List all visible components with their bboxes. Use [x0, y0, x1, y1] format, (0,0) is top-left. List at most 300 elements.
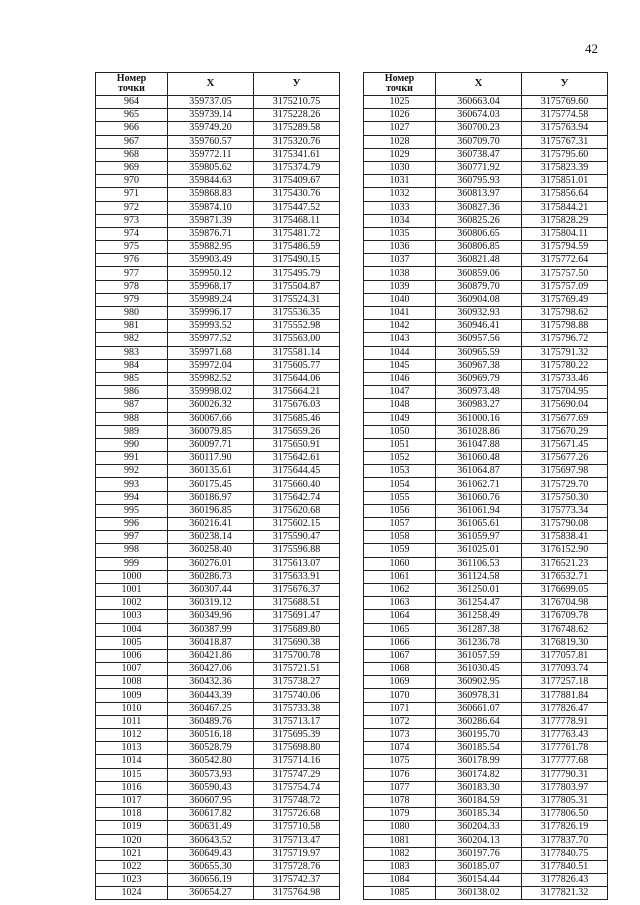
table-row: [364, 610, 608, 623]
table-row: [364, 663, 608, 676]
cell-x: 360154.44: [436, 874, 522, 887]
cell-point-number: 1021: [96, 847, 168, 860]
cell-point-number: 990: [96, 438, 168, 451]
header-point-label: Номер точки: [384, 72, 415, 94]
table-row: [364, 860, 608, 873]
cell-x: 360932.93: [436, 307, 522, 320]
cell-y: 3175804.11: [522, 227, 608, 240]
cell-x: 359876.71: [168, 227, 254, 240]
cell-y: 3175796.72: [522, 333, 608, 346]
cell-x: 360607.95: [168, 794, 254, 807]
cell-point-number: 1024: [96, 887, 168, 900]
table-row: [364, 834, 608, 847]
table-row: [364, 504, 608, 517]
cell-point-number: 966: [96, 122, 168, 135]
cell-point-number: 1045: [364, 359, 436, 372]
cell-y: 3175747.29: [254, 768, 340, 781]
table-row: [96, 478, 340, 491]
cell-x: 359996.17: [168, 307, 254, 320]
table-row: [96, 702, 340, 715]
cell-y: 3176699.05: [522, 583, 608, 596]
cell-y: 3175795.60: [522, 148, 608, 161]
header-y: У: [522, 73, 608, 96]
cell-point-number: 969: [96, 161, 168, 174]
cell-point-number: 1006: [96, 649, 168, 662]
table-row: [364, 293, 608, 306]
cell-y: 3175726.68: [254, 808, 340, 821]
cell-x: 360590.43: [168, 781, 254, 794]
table-row: [96, 135, 340, 148]
table-row: [364, 438, 608, 451]
cell-point-number: 965: [96, 109, 168, 122]
cell-x: 359968.17: [168, 280, 254, 293]
cell-y: 3175495.79: [254, 267, 340, 280]
cell-x: 361106.53: [436, 557, 522, 570]
cell-y: 3175740.06: [254, 689, 340, 702]
cell-x: 360185.54: [436, 742, 522, 755]
table-row: [96, 821, 340, 834]
table-row: [96, 874, 340, 887]
table-row: [96, 452, 340, 465]
cell-point-number: 1020: [96, 834, 168, 847]
cell-point-number: 999: [96, 557, 168, 570]
cell-point-number: 998: [96, 544, 168, 557]
cell-x: 360079.85: [168, 425, 254, 438]
cell-x: 360661.07: [436, 702, 522, 715]
table-row: [96, 254, 340, 267]
cell-point-number: 1033: [364, 201, 436, 214]
cell-point-number: 1057: [364, 518, 436, 531]
cell-point-number: 976: [96, 254, 168, 267]
table-row: [364, 346, 608, 359]
cell-point-number: 1063: [364, 597, 436, 610]
cell-x: 360138.02: [436, 887, 522, 900]
table-row: [364, 715, 608, 728]
table-row: [96, 307, 340, 320]
cell-point-number: 1074: [364, 742, 436, 755]
cell-x: 360700.23: [436, 122, 522, 135]
cell-x: 360825.26: [436, 214, 522, 227]
cell-x: 361062.71: [436, 478, 522, 491]
cell-x: 360467.25: [168, 702, 254, 715]
cell-y: 3175468.11: [254, 214, 340, 227]
cell-point-number: 1027: [364, 122, 436, 135]
table-row: [96, 333, 340, 346]
cell-y: 3177826.19: [522, 821, 608, 834]
cell-point-number: 981: [96, 320, 168, 333]
table-row: [364, 583, 608, 596]
cell-y: 3175620.68: [254, 504, 340, 517]
cell-point-number: 967: [96, 135, 168, 148]
cell-y: 3177778.91: [522, 715, 608, 728]
table-row: [364, 491, 608, 504]
cell-x: 360026.32: [168, 399, 254, 412]
cell-point-number: 1085: [364, 887, 436, 900]
cell-point-number: 1055: [364, 491, 436, 504]
cell-point-number: 1068: [364, 663, 436, 676]
cell-y: 3175780.22: [522, 359, 608, 372]
cell-x: 360771.92: [436, 161, 522, 174]
cell-x: 360286.64: [436, 715, 522, 728]
cell-point-number: 1071: [364, 702, 436, 715]
cell-x: 360238.14: [168, 531, 254, 544]
cell-x: 359971.68: [168, 346, 254, 359]
cell-point-number: 968: [96, 148, 168, 161]
cell-x: 361060.48: [436, 452, 522, 465]
cell-point-number: 987: [96, 399, 168, 412]
cell-x: 360135.61: [168, 465, 254, 478]
cell-y: 3175581.14: [254, 346, 340, 359]
table-row: [364, 412, 608, 425]
cell-y: 3175798.88: [522, 320, 608, 333]
cell-x: 360631.49: [168, 821, 254, 834]
cell-y: 3175642.61: [254, 452, 340, 465]
cell-point-number: 1012: [96, 729, 168, 742]
header-point-label: Номер точки: [116, 72, 147, 94]
cell-y: 3176532.71: [522, 570, 608, 583]
table-row: [364, 755, 608, 768]
table-row: [96, 386, 340, 399]
cell-y: 3175764.98: [254, 887, 340, 900]
cell-point-number: 1022: [96, 860, 168, 873]
cell-y: 3177826.43: [522, 874, 608, 887]
cell-point-number: 1069: [364, 676, 436, 689]
cell-x: 360185.07: [436, 860, 522, 873]
cell-y: 3175757.50: [522, 267, 608, 280]
table-row: [96, 583, 340, 596]
table-row: [96, 808, 340, 821]
cell-x: 361030.45: [436, 663, 522, 676]
table-row: [96, 755, 340, 768]
cell-x: 360617.82: [168, 808, 254, 821]
cell-y: 3175602.15: [254, 518, 340, 531]
cell-x: 360663.04: [436, 96, 522, 109]
cell-y: 3175856.64: [522, 188, 608, 201]
cell-x: 361028.86: [436, 425, 522, 438]
table-row: [364, 808, 608, 821]
cell-y: 3175430.76: [254, 188, 340, 201]
cell-y: 3175409.67: [254, 175, 340, 188]
cell-point-number: 1026: [364, 109, 436, 122]
table-row: [96, 676, 340, 689]
cell-x: 361047.88: [436, 438, 522, 451]
cell-x: 359989.24: [168, 293, 254, 306]
cell-point-number: 1044: [364, 346, 436, 359]
cell-y: 3175552.98: [254, 320, 340, 333]
coordinates-table-right: [363, 72, 608, 900]
table-row: [96, 504, 340, 517]
cell-y: 3175713.47: [254, 834, 340, 847]
table-row: [364, 887, 608, 900]
cell-x: 360387.99: [168, 623, 254, 636]
cell-y: 3176819.30: [522, 636, 608, 649]
table-row: [364, 96, 608, 109]
cell-y: 3175689.80: [254, 623, 340, 636]
cell-x: 361061.94: [436, 504, 522, 517]
cell-point-number: 1004: [96, 623, 168, 636]
cell-y: 3175721.51: [254, 663, 340, 676]
table-header-row: [96, 73, 340, 96]
cell-x: 360196.85: [168, 504, 254, 517]
cell-x: 359903.49: [168, 254, 254, 267]
cell-point-number: 980: [96, 307, 168, 320]
table-row: [96, 663, 340, 676]
cell-x: 361065.61: [436, 518, 522, 531]
table-row: [364, 359, 608, 372]
cell-x: 360655.30: [168, 860, 254, 873]
table-row: [364, 109, 608, 122]
cell-y: 3175590.47: [254, 531, 340, 544]
cell-point-number: 1015: [96, 768, 168, 781]
table-row: [96, 175, 340, 188]
cell-point-number: 975: [96, 241, 168, 254]
cell-point-number: 1031: [364, 175, 436, 188]
cell-y: 3177803.97: [522, 781, 608, 794]
table-row: [364, 742, 608, 755]
cell-point-number: 970: [96, 175, 168, 188]
cell-point-number: 1032: [364, 188, 436, 201]
cell-x: 360421.86: [168, 649, 254, 662]
cell-x: 360307.44: [168, 583, 254, 596]
cell-y: 3175563.00: [254, 333, 340, 346]
cell-y: 3175660.40: [254, 478, 340, 491]
table-row: [364, 161, 608, 174]
cell-point-number: 1066: [364, 636, 436, 649]
table-row: [364, 372, 608, 385]
cell-x: 360418.87: [168, 636, 254, 649]
cell-point-number: 1064: [364, 610, 436, 623]
cell-point-number: 993: [96, 478, 168, 491]
table-row: [96, 610, 340, 623]
cell-point-number: 1029: [364, 148, 436, 161]
cell-y: 3175733.38: [254, 702, 340, 715]
cell-y: 3175670.29: [522, 425, 608, 438]
cell-point-number: 1060: [364, 557, 436, 570]
cell-y: 3175490.15: [254, 254, 340, 267]
cell-x: 360184.59: [436, 794, 522, 807]
cell-point-number: 1065: [364, 623, 436, 636]
cell-point-number: 1017: [96, 794, 168, 807]
table-row: [96, 227, 340, 240]
cell-point-number: 1014: [96, 755, 168, 768]
table-row: [364, 557, 608, 570]
cell-y: 3177840.51: [522, 860, 608, 873]
cell-point-number: 984: [96, 359, 168, 372]
table-row: [96, 557, 340, 570]
cell-point-number: 1000: [96, 570, 168, 583]
table-row: [364, 386, 608, 399]
header-x: X: [168, 73, 254, 96]
cell-x: 359972.04: [168, 359, 254, 372]
cell-point-number: 983: [96, 346, 168, 359]
table-row: [96, 570, 340, 583]
cell-point-number: 972: [96, 201, 168, 214]
cell-y: 3175690.38: [254, 636, 340, 649]
cell-y: 3175769.49: [522, 293, 608, 306]
cell-point-number: 1083: [364, 860, 436, 873]
table-row: [96, 201, 340, 214]
cell-y: 3175664.21: [254, 386, 340, 399]
table-row: [364, 636, 608, 649]
cell-x: 360286.73: [168, 570, 254, 583]
cell-x: 360656.19: [168, 874, 254, 887]
cell-y: 3175728.76: [254, 860, 340, 873]
cell-x: 360432.36: [168, 676, 254, 689]
cell-y: 3175774.58: [522, 109, 608, 122]
cell-point-number: 1061: [364, 570, 436, 583]
table-row: [96, 781, 340, 794]
cell-y: 3175713.17: [254, 715, 340, 728]
table-row: [96, 109, 340, 122]
table-row: [364, 729, 608, 742]
cell-point-number: 1075: [364, 755, 436, 768]
table-row: [96, 438, 340, 451]
cell-x: 360178.99: [436, 755, 522, 768]
cell-x: 360443.39: [168, 689, 254, 702]
header-y: У: [254, 73, 340, 96]
cell-y: 3175320.76: [254, 135, 340, 148]
table-row: [364, 676, 608, 689]
cell-y: 3175676.37: [254, 583, 340, 596]
cell-x: 361059.97: [436, 531, 522, 544]
cell-point-number: 1010: [96, 702, 168, 715]
cell-y: 3177806.50: [522, 808, 608, 821]
cell-y: 3175769.60: [522, 96, 608, 109]
table-row: [364, 623, 608, 636]
cell-y: 3177057.81: [522, 649, 608, 662]
cell-point-number: 964: [96, 96, 168, 109]
cell-x: 359805.62: [168, 161, 254, 174]
cell-x: 360195.70: [436, 729, 522, 742]
cell-point-number: 1025: [364, 96, 436, 109]
cell-y: 3175677.69: [522, 412, 608, 425]
table-row: [96, 544, 340, 557]
cell-x: 361060.76: [436, 491, 522, 504]
cell-point-number: 1050: [364, 425, 436, 438]
cell-y: 3175642.74: [254, 491, 340, 504]
cell-x: 360427.06: [168, 663, 254, 676]
cell-point-number: 994: [96, 491, 168, 504]
cell-point-number: 982: [96, 333, 168, 346]
table-row: [96, 372, 340, 385]
cell-x: 359993.52: [168, 320, 254, 333]
cell-point-number: 1084: [364, 874, 436, 887]
cell-point-number: 1070: [364, 689, 436, 702]
table-row: [364, 478, 608, 491]
cell-x: 360654.27: [168, 887, 254, 900]
cell-point-number: 1073: [364, 729, 436, 742]
cell-y: 3175695.39: [254, 729, 340, 742]
cell-y: 3177826.47: [522, 702, 608, 715]
table-row: [364, 847, 608, 860]
cell-y: 3175688.51: [254, 597, 340, 610]
cell-point-number: 1013: [96, 742, 168, 755]
cell-x: 360649.43: [168, 847, 254, 860]
table-row: [364, 570, 608, 583]
cell-y: 3175691.47: [254, 610, 340, 623]
cell-point-number: 979: [96, 293, 168, 306]
cell-point-number: 1034: [364, 214, 436, 227]
header-point-number: [364, 73, 436, 96]
cell-y: 3175659.26: [254, 425, 340, 438]
cell-x: 361025.01: [436, 544, 522, 557]
table-row: [96, 518, 340, 531]
table-row: [96, 96, 340, 109]
cell-point-number: 997: [96, 531, 168, 544]
cell-y: 3175754.74: [254, 781, 340, 794]
cell-point-number: 986: [96, 386, 168, 399]
cell-x: 361124.58: [436, 570, 522, 583]
table-row: [364, 188, 608, 201]
cell-point-number: 1019: [96, 821, 168, 834]
table-row: [364, 122, 608, 135]
table-row: [364, 452, 608, 465]
table-row: [96, 715, 340, 728]
cell-x: 360197.76: [436, 847, 522, 860]
cell-point-number: 1002: [96, 597, 168, 610]
cell-y: 3175685.46: [254, 412, 340, 425]
table-row: [364, 518, 608, 531]
cell-point-number: 1046: [364, 372, 436, 385]
cell-y: 3175733.46: [522, 372, 608, 385]
cell-x: 359998.02: [168, 386, 254, 399]
header-point-number: [96, 73, 168, 96]
cell-y: 3175596.88: [254, 544, 340, 557]
cell-point-number: 1062: [364, 583, 436, 596]
cell-point-number: 985: [96, 372, 168, 385]
cell-x: 360738.47: [436, 148, 522, 161]
cell-x: 360185.34: [436, 808, 522, 821]
cell-point-number: 1005: [96, 636, 168, 649]
cell-x: 361258.49: [436, 610, 522, 623]
cell-x: 360983.27: [436, 399, 522, 412]
cell-x: 360973.48: [436, 386, 522, 399]
table-row: [364, 794, 608, 807]
cell-x: 360643.52: [168, 834, 254, 847]
cell-point-number: 974: [96, 227, 168, 240]
cell-y: 3175228.26: [254, 109, 340, 122]
cell-y: 3175210.75: [254, 96, 340, 109]
cell-y: 3177257.18: [522, 676, 608, 689]
table-row: [96, 241, 340, 254]
cell-y: 3175633.91: [254, 570, 340, 583]
cell-x: 360204.13: [436, 834, 522, 847]
cell-y: 3175650.91: [254, 438, 340, 451]
cell-x: 360349.96: [168, 610, 254, 623]
cell-x: 360542.80: [168, 755, 254, 768]
cell-point-number: 1082: [364, 847, 436, 860]
table-row: [364, 874, 608, 887]
table-row: [364, 702, 608, 715]
table-row: [96, 346, 340, 359]
table-row: [96, 465, 340, 478]
cell-point-number: 978: [96, 280, 168, 293]
cell-y: 3175791.32: [522, 346, 608, 359]
table-row: [364, 781, 608, 794]
cell-x: 360573.93: [168, 768, 254, 781]
cell-y: 3175504.87: [254, 280, 340, 293]
page-number: 42: [585, 41, 598, 56]
cell-y: 3175823.39: [522, 161, 608, 174]
cell-x: 360117.90: [168, 452, 254, 465]
cell-y: 3175742.37: [254, 874, 340, 887]
cell-x: 360821.48: [436, 254, 522, 267]
cell-y: 3175738.27: [254, 676, 340, 689]
cell-y: 3175773.34: [522, 504, 608, 517]
cell-y: 3176152.90: [522, 544, 608, 557]
cell-point-number: 1018: [96, 808, 168, 821]
cell-x: 360276.01: [168, 557, 254, 570]
